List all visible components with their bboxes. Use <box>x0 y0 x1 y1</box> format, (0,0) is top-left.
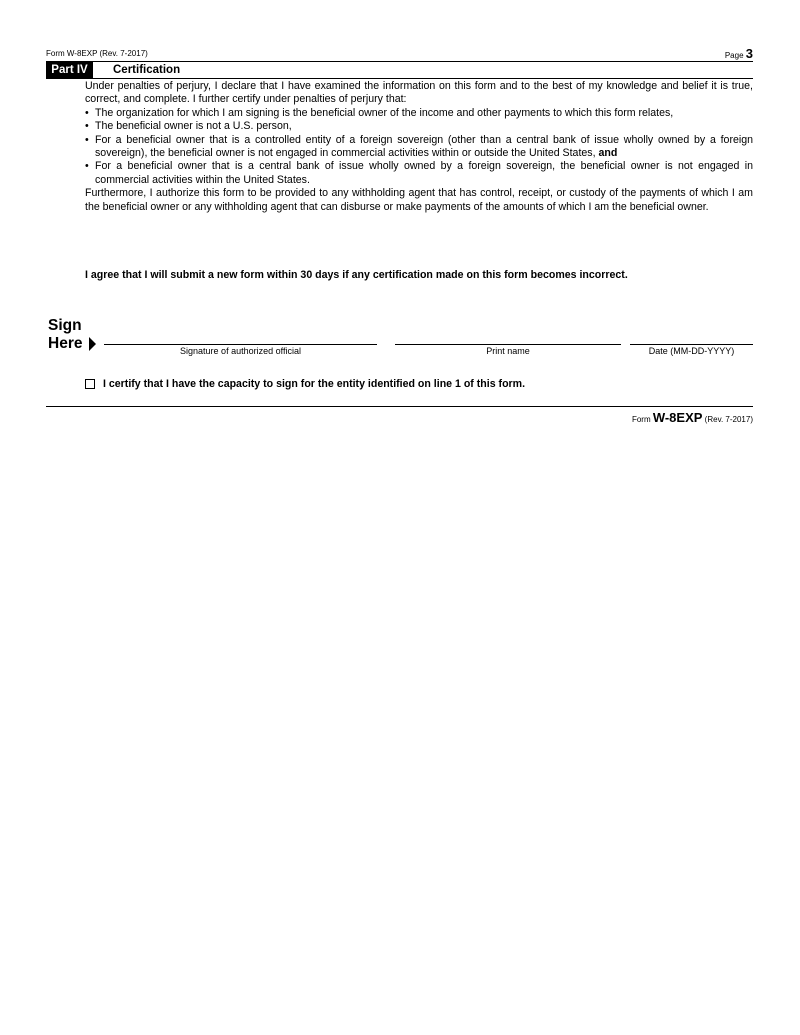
bullet-icon: • <box>85 160 89 173</box>
arrow-right-icon <box>89 337 96 351</box>
agree-statement: I agree that I will submit a new form within 30 days if any certification made on this form becomes incorrect. <box>85 269 628 281</box>
part-tag: Part IV <box>46 62 93 78</box>
certification-furthermore: Furthermore, I authorize this form to be provided to any withholding agent that has control, receipt, or custody of the payments of which I am the beneficial owner or any withholding agent that can disburse or make payments of the amounts of which I am the beneficial owner. <box>85 187 753 213</box>
print-name-label: Print name <box>486 346 530 356</box>
certification-item: • For a beneficial owner that is a controlled entity of a foreign sovereign (other than a central bank of issue wholly owned by a foreign sovereign), the beneficial owner is not engaged in commercial activities within or outside the United States, and <box>85 133 753 160</box>
certification-text <box>85 80 753 214</box>
page-label: Page <box>724 51 744 60</box>
date-field[interactable] <box>630 344 753 345</box>
bottom-rule <box>46 406 753 407</box>
footer-form-number: W-8EXP <box>652 410 703 425</box>
signature-field[interactable] <box>104 344 377 345</box>
certification-list <box>85 107 753 187</box>
bullet-icon: • <box>85 120 89 133</box>
and-word: and <box>598 147 618 160</box>
capacity-checkbox[interactable] <box>85 379 95 389</box>
page-number: 3 <box>745 46 753 61</box>
signature-label: Signature of authorized official <box>180 346 301 356</box>
part-title: Certification <box>113 64 181 76</box>
header-form-rev: Form W-8EXP (Rev. 7-2017) <box>46 49 148 58</box>
header-page <box>725 46 753 61</box>
bullet-icon: • <box>85 106 89 119</box>
certification-item: • The beneficial owner is not a U.S. person, <box>85 120 292 133</box>
part-header <box>46 62 753 79</box>
print-name-field[interactable] <box>395 344 621 345</box>
certification-item: • The organization for which I am signing is the beneficial owner of the income and other payments to which this form relates, <box>85 106 674 119</box>
capacity-row <box>85 378 525 390</box>
certification-item: • For a beneficial owner that is a central bank of issue wholly owned by a foreign sovereign, the beneficial owner is not engaged in commercial activities within the United States. <box>85 160 753 186</box>
capacity-label: I certify that I have the capacity to sign for the entity identified on line 1 of this form. <box>103 378 526 390</box>
bullet-icon: • <box>85 133 89 146</box>
date-label: Date (MM-DD-YYYY) <box>648 346 735 356</box>
certification-intro: Under penalties of perjury, I declare that I have examined the information on this form and to the best of my knowledge and belief it is true, correct, and complete. I further certify under penalties of perjury that: <box>85 80 753 106</box>
sign-here-label: Sign Here <box>48 317 83 352</box>
footer-form-id: Form W-8EXP (Rev. 7-2017) <box>631 410 753 425</box>
